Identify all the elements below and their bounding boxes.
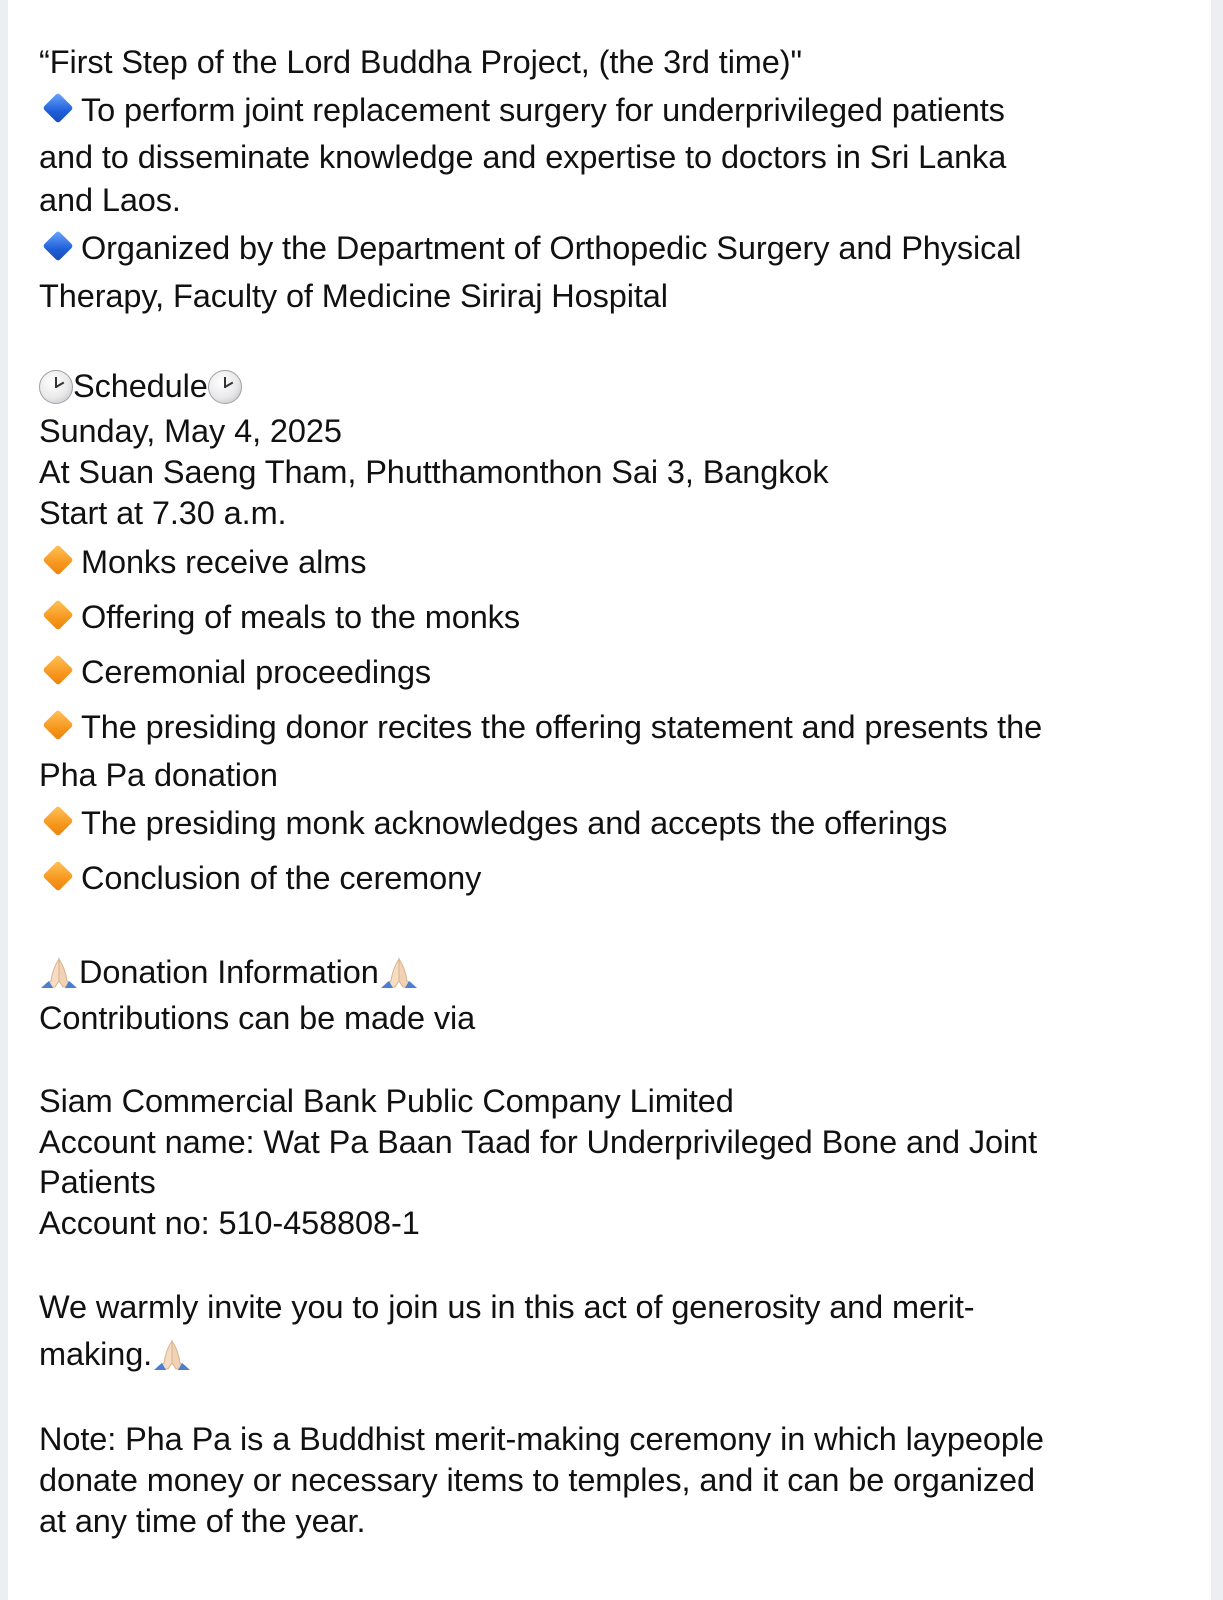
schedule-start: Start at 7.30 a.m. [39, 495, 287, 531]
folded-hands-icon [39, 955, 79, 989]
invite-line-2: making. [39, 1330, 1189, 1378]
small-orange-diamond-icon [42, 544, 73, 575]
organizer-line-2: Therapy, Faculty of Medicine Siriraj Hospital [39, 278, 668, 314]
one-oclock-icon [208, 370, 242, 404]
schedule-item: Conclusion of the ceremony [39, 851, 1189, 906]
small-orange-diamond-icon [42, 860, 73, 891]
schedule-item: Monks receive alms [39, 535, 1189, 590]
purpose-line-2: and to disseminate knowledge and expertise to doctors in Sri Lanka [39, 139, 1007, 175]
donation-heading: Donation Information [39, 948, 1189, 996]
schedule-item: The presiding donor recites the offering statement and presents the [39, 700, 1189, 755]
purpose-line-3: and Laos. [39, 182, 181, 218]
small-orange-diamond-icon [42, 805, 73, 836]
note-line-2: donate money or necessary items to temples, and it can be organized [39, 1462, 1035, 1498]
left-frame-edge [0, 0, 8, 1600]
schedule-item: Offering of meals to the monks [39, 590, 1189, 645]
schedule-item: The presiding monk acknowledges and accepts the offerings [39, 796, 1189, 851]
schedule-heading: Schedule [39, 362, 1189, 410]
organizer-line-1: Organized by the Department of Orthopedic Surgery and Physical [39, 220, 1189, 276]
folded-hands-icon [152, 1337, 192, 1371]
post-title: “First Step of the Lord Buddha Project, (the 3rd time)" [39, 44, 802, 80]
schedule-location: At Suan Saeng Tham, Phutthamonthon Sai 3, Bangkok [39, 454, 829, 490]
account-name-line-2: Patients [39, 1164, 156, 1200]
small-orange-diamond-icon [42, 599, 73, 630]
bank-name: Siam Commercial Bank Public Company Limited [39, 1083, 734, 1119]
right-frame-edge [1211, 0, 1223, 1600]
account-number: Account no: 510-458808-1 [39, 1205, 420, 1241]
donation-intro: Contributions can be made via [39, 1000, 476, 1036]
one-oclock-icon [39, 370, 73, 404]
schedule-date: Sunday, May 4, 2025 [39, 413, 342, 449]
folded-hands-icon [379, 955, 419, 989]
post-body [39, 38, 1189, 1542]
small-blue-diamond-icon [42, 92, 73, 123]
small-orange-diamond-icon [42, 709, 73, 740]
note-line-1: Note: Pha Pa is a Buddhist merit-making ceremony in which laypeople [39, 1421, 1044, 1457]
invite-line-1: We warmly invite you to join us in this act of generosity and merit- [39, 1289, 975, 1325]
schedule-item-continuation: Pha Pa donation [39, 757, 278, 793]
account-name-line-1: Account name: Wat Pa Baan Taad for Underprivileged Bone and Joint [39, 1124, 1038, 1160]
purpose-line-1: To perform joint replacement surgery for underprivileged patients [39, 86, 1189, 134]
note-line-3: at any time of the year. [39, 1503, 366, 1539]
small-blue-diamond-icon [42, 230, 73, 261]
small-orange-diamond-icon [42, 654, 73, 685]
schedule-item: Ceremonial proceedings [39, 645, 1189, 700]
